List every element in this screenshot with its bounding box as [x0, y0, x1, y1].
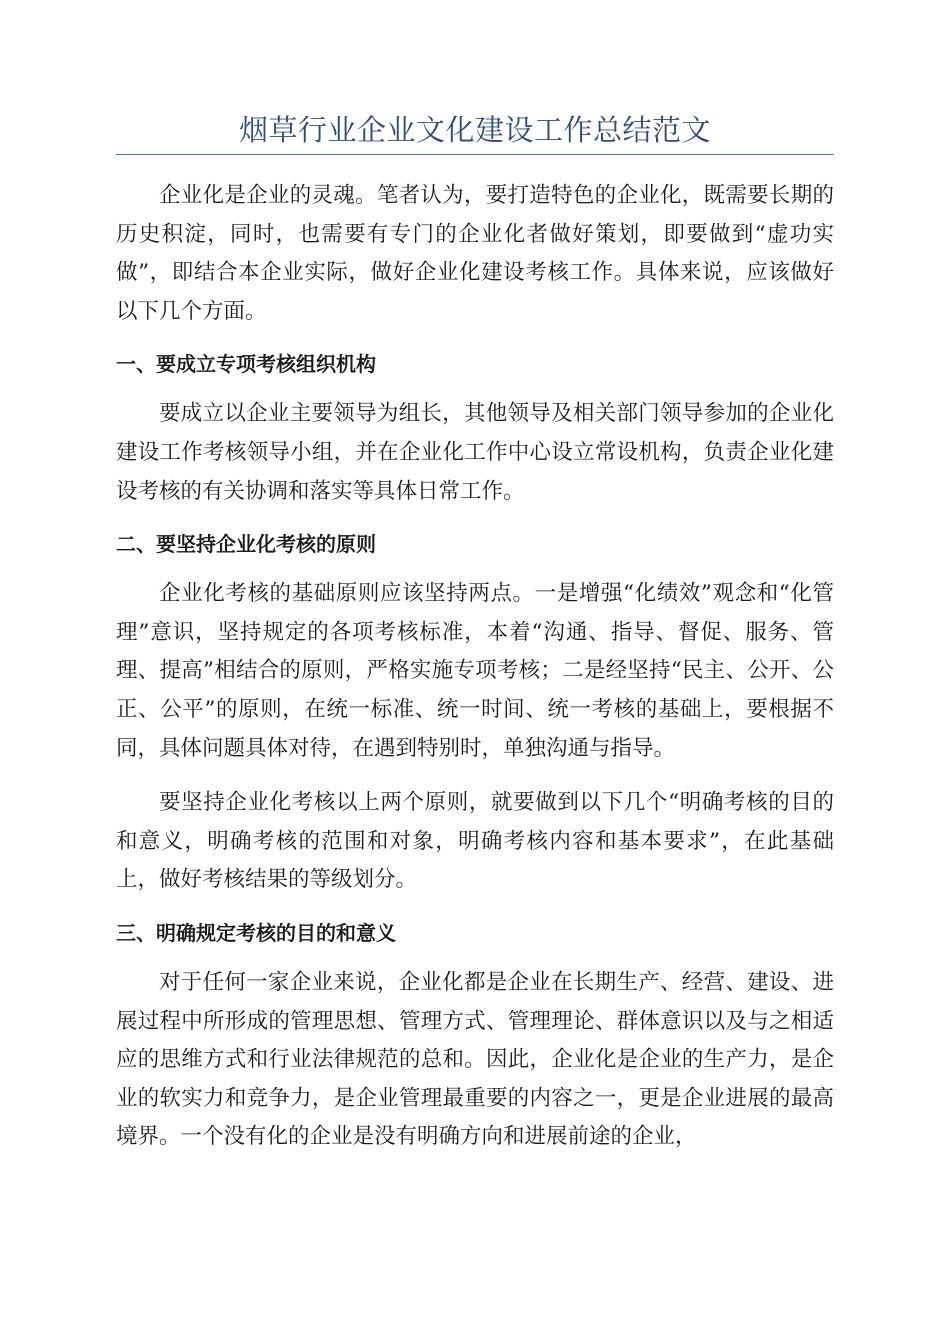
intro-paragraph: 企业化是企业的灵魂。笔者认为，要打造特色的企业化，既需要长期的历史积淀，同时，也需要有专门的企业化者做好策划，即要做到“虚功实做”，即结合本企业实际，做好企业化建设考核工作。具体来说，应该做好以下几个方面。 [116, 183, 834, 324]
section-paragraph: 企业化考核的基础原则应该坚持两点。一是增强“化绩效”观念和“化管理”意识，坚持规定的各项考核标准，本着“沟通、指导、督促、服务、管理、提高”相结合的原则，严格实施专项考核；二是经坚持“民主、公开、公正、公平”的原则，在统一标准、统一时间、统一考核的基础上，要根据不同，具体问题具体对待，在遇到特别时，单独沟通与指导。 [116, 581, 834, 761]
section-paragraph: 对于任何一家企业来说，企业化都是企业在长期生产、经营、建设、进展过程中所形成的管理思想、管理方式、管理理论、群体意识以及与之相适应的思维方式和行业法律规范的总和。因此，企业化是企业的生产力，是企业的软实力和竞争力，是企业管理最重要的内容之一，更是企业进展的最高境界。一个没有化的企业是没有明确方向和进展前途的企业， [116, 969, 834, 1150]
document-page [116, 110, 834, 1157]
section-heading: 三、明确规定考核的目的和意义 [116, 920, 396, 945]
section-heading: 二、要坚持企业化考核的原则 [116, 532, 376, 557]
section-paragraph: 要成立以企业主要领导为组长，其他领导及相关部门领导参加的企业化建设工作考核领导小组，并在企业化工作中心设立常设机构，负责企业化建设考核的有关协调和落实等具体日常工作。 [116, 401, 834, 504]
section-heading: 一、要成立专项考核组织机构 [116, 352, 376, 377]
document-title: 烟草行业企业文化建设工作总结范文 [116, 110, 834, 155]
section-paragraph: 要坚持企业化考核以上两个原则，就要做到以下几个“明确考核的目的和意义，明确考核的范围和对象，明确考核内容和基本要求”，在此基础上，做好考核结果的等级划分。 [116, 790, 834, 893]
